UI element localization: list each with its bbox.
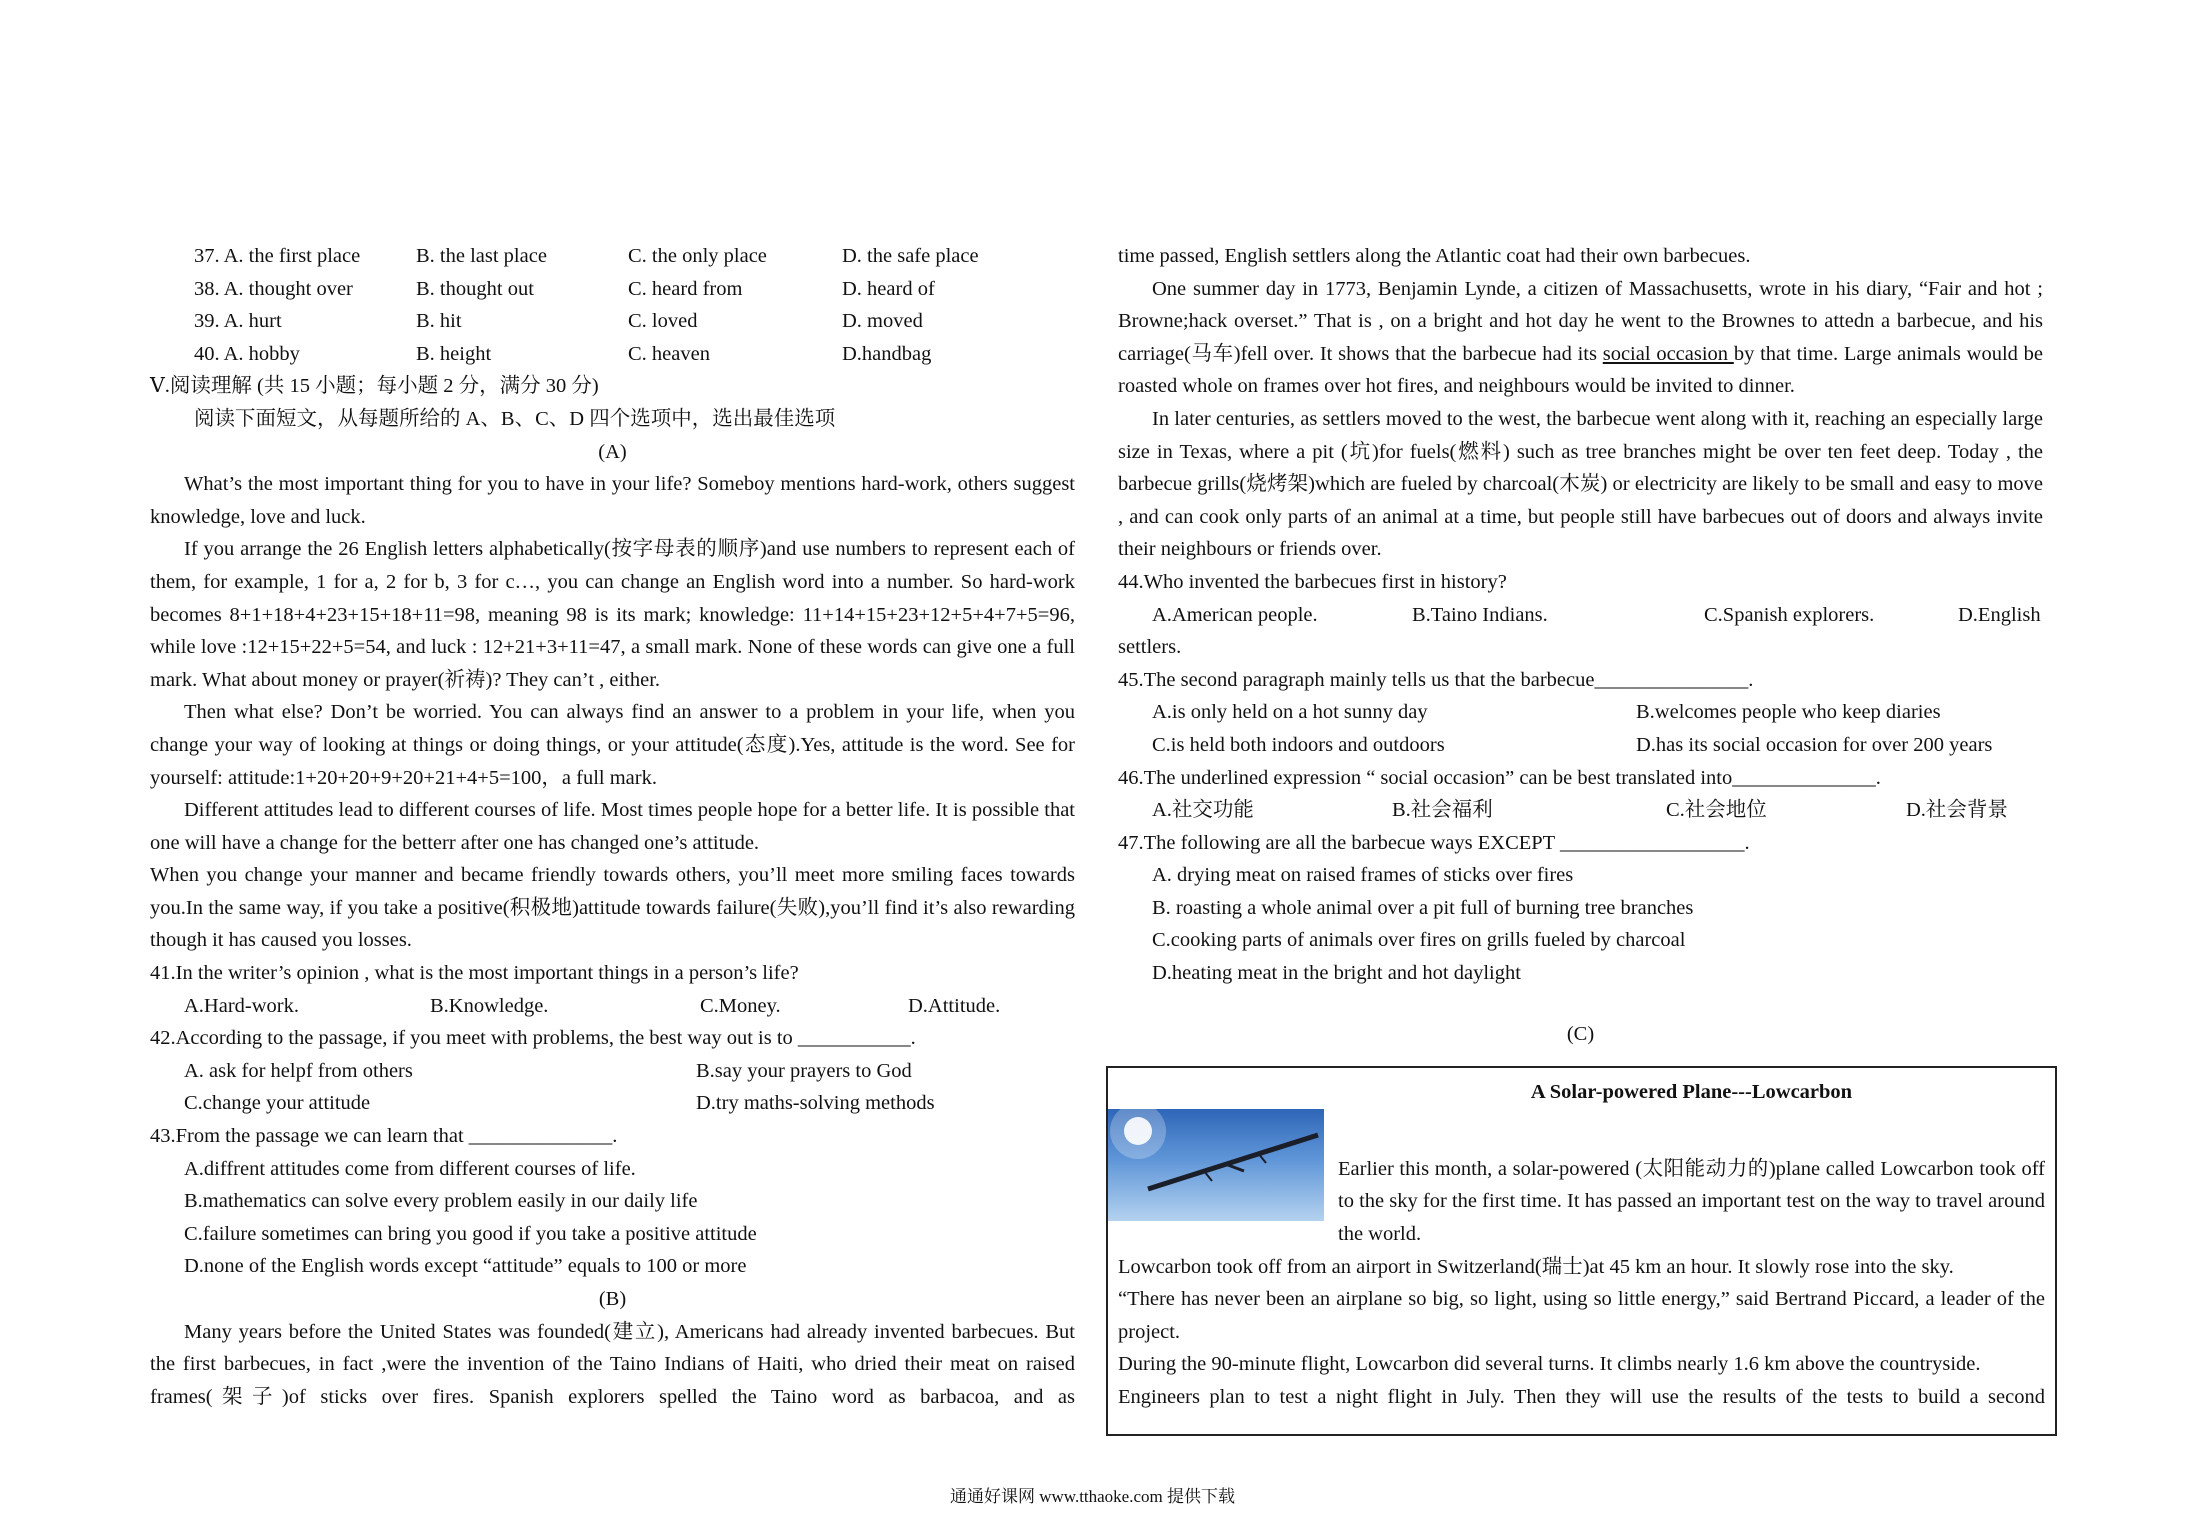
passage-a-paragraph-3: Then what else? Don’t be worried. You can always find an answer to a problem in your life, when you change your way of looking at things or doing things, or your attitude(态度).Yes, attitude is the word. See for yourself: attitude:1+20+20+9+20+21+4+5=100，a full mark. — [150, 701, 1075, 789]
question-42-options-row-2 — [150, 1087, 1075, 1120]
passage-a-label: (A) — [598, 440, 627, 463]
q43-option-c: C.failure sometimes can bring you good if you take a positive attitude — [184, 1222, 757, 1245]
q37-option-a: 37. A. the first place — [194, 245, 361, 267]
passage-c-box — [1106, 1066, 2057, 1436]
passage-b-paragraph-3: In later centuries, as settlers moved to the west, the barbecue went along with it, reaching an especially large size in Texas, where a pit (坑)for fuels(燃料) such as tree branches might be over ten feet deep. Today , the barbecue grills(烧烤架)which are fueled by charcoal(木炭) or electricity are likely to be small and easy to move , and can cook only parts of an animal at a time, but people still have barbecues out of doors and always invite their neighbours or friends over. — [1118, 407, 2043, 561]
q41-option-b: B.Knowledge. — [430, 994, 549, 1017]
q37-option-b: B. the last place — [416, 245, 547, 267]
question-44-continued: settlers. — [1118, 636, 1182, 659]
q43-option-b: B.mathematics can solve every problem easily in our daily life — [184, 1190, 698, 1213]
passage-c-title: A Solar-powered Plane---Lowcarbon — [1530, 1081, 1853, 1104]
q46-option-b: B.社会福利 — [1392, 799, 1493, 822]
passage-a-paragraph-5: When you change your manner and became friendly towards others, you’ll meet more smiling faces towards you.In the same way, if you take a positive(积极地)attitude towards failure(失败),you’ll find it’s also rewarding though it has caused you losses. — [150, 864, 1075, 952]
question-41-stem: 41.In the writer’s opinion , what is the most important things in a person’s life? — [150, 962, 799, 985]
q42-option-a: A. ask for helpf from others — [184, 1059, 413, 1082]
q44-option-b: B.Taino Indians. — [1412, 603, 1548, 626]
passage-c-paragraph-4: During the 90-minute flight, Lowcarbon did several turns. It climbs nearly 1.6 km above the countryside. — [1118, 1353, 1981, 1376]
left-column — [150, 240, 1075, 1413]
passage-c-paragraph-3: “There has never been an airplane so big, so light, using so little energy,” said Bertrand Piccard, a leader of the project. — [1118, 1288, 2045, 1343]
paragraph-2-text-after: by that time. Large animals would be roasted whole on frames over hot fires, and neighbours would be invited to dinner. — [1118, 342, 2044, 398]
question-45-options-row-2 — [1118, 729, 2043, 762]
q47-option-c: C.cooking parts of animals over fires on grills fueled by charcoal — [1152, 929, 1686, 952]
q42-option-b: B.say your prayers to God — [696, 1059, 912, 1082]
passage-c-paragraph-5: Engineers plan to test a night flight in July. Then they will use the results of the tests to build a second — [1118, 1386, 2045, 1408]
question-44-options — [1118, 599, 2043, 632]
passage-b-paragraph-2 — [1118, 273, 2043, 403]
passage-b-label: (B) — [598, 1288, 627, 1310]
question-47-stem: 47.The following are all the barbecue ways EXCEPT __________________. — [1118, 831, 1750, 854]
solar-plane-graphic — [1108, 1109, 1324, 1221]
question-45-stem: 45.The second paragraph mainly tells us that the barbecue_______________. — [1118, 668, 1754, 691]
question-44-stem: 44.Who invented the barbecues first in history? — [1118, 570, 1507, 593]
q37-option-c: C. the only place — [628, 245, 767, 267]
q43-option-d: D.none of the English words except “attitude” equals to 100 or more — [184, 1255, 747, 1278]
q39-option-c: C. loved — [628, 310, 698, 333]
q38-option-a: 38. A. thought over — [194, 277, 353, 300]
question-39 — [150, 305, 1075, 338]
q40-option-d: D.handbag — [842, 342, 932, 365]
q41-option-c: C.Money. — [700, 994, 781, 1017]
passage-c-label: (C) — [1566, 1022, 1595, 1045]
question-43-stem: 43.From the passage we can learn that ______________. — [150, 1125, 618, 1148]
passage-b-paragraph-1-continued: time passed, English settlers along the Atlantic coat had their own barbecues. — [1118, 245, 1751, 267]
q38-option-d: D. heard of — [842, 277, 935, 300]
q42-option-d: D.try maths-solving methods — [696, 1092, 935, 1115]
q45-option-d: D.has its social occasion for over 200 years — [1636, 733, 1993, 756]
q37-option-d: D. the safe place — [842, 245, 979, 267]
q41-option-d: D.Attitude. — [908, 994, 1001, 1017]
q43-option-a: A.diffrent attitudes come from different courses of life. — [184, 1157, 636, 1180]
question-40 — [150, 338, 1075, 371]
q40-option-a: 40. A. hobby — [194, 342, 300, 365]
q47-option-a: A. drying meat on raised frames of sticks over fires — [1152, 864, 1574, 887]
q46-option-a: A.社交功能 — [1152, 799, 1254, 822]
q41-option-a: A.Hard-work. — [184, 994, 299, 1017]
question-38 — [150, 273, 1075, 306]
q47-option-b: B. roasting a whole animal over a pit full of burning tree branches — [1152, 896, 1694, 919]
passage-a-paragraph-1: What’s the most important thing for you to have in your life? Someboy mentions hard-work, others suggest knowledge, love and luck. — [150, 473, 1075, 528]
q44-option-d: D.English — [1958, 603, 2041, 626]
question-46-options — [1118, 794, 2043, 827]
q38-option-b: B. thought out — [416, 277, 534, 300]
q46-option-c: C.社会地位 — [1666, 799, 1767, 822]
question-42-stem: 42.According to the passage, if you meet with problems, the best way out is to ___________. — [150, 1027, 916, 1050]
q40-option-b: B. height — [416, 342, 492, 365]
underlined-expression: social occasion — [1602, 342, 1734, 365]
passage-c-paragraph-2: Lowcarbon took off from an airport in Switzerland(瑞士)at 45 km an hour. It slowly rose into the sky. — [1118, 1255, 1954, 1278]
q45-option-a: A.is only held on a hot sunny day — [1152, 701, 1428, 724]
right-column — [1118, 240, 2043, 1436]
passage-b-paragraph-1: Many years before the United States was founded(建立), Americans had already invented barbecues. But the first barbecues, in fact ,were the invention of the Taino Indians of Haiti, who dried their meat on raised frames(架子)of sticks over fires. Spanish explorers spelled the Taino word as barbacoa, and as — [150, 1320, 1075, 1408]
q45-option-b: B.welcomes people who keep diaries — [1636, 701, 1941, 724]
q45-option-c: C.is held both indoors and outdoors — [1152, 733, 1445, 756]
question-45-options-row-1 — [1118, 696, 2043, 729]
section-instruction: 阅读下面短文，从每题所给的 A、B、C、D 四个选项中，选出最佳选项 — [194, 407, 836, 430]
question-42-options-row-1 — [150, 1055, 1075, 1088]
page-footer: 通通好课网 www.tthaoke.com 提供下载 — [949, 1487, 1236, 1506]
q44-option-c: C.Spanish explorers. — [1704, 603, 1875, 626]
q44-option-a: A.American people. — [1152, 603, 1318, 626]
question-37 — [150, 240, 1075, 273]
question-41-options — [150, 990, 1075, 1023]
question-46-stem: 46.The underlined expression “ social occasion” can be best translated into______________. — [1118, 766, 1881, 789]
passage-c-paragraph-1: Earlier this month, a solar-powered (太阳能动力的)plane called Lowcarbon took off to the sky for the first time. It has passed an important test on the way to travel around the world. — [1338, 1157, 2045, 1246]
paragraph-2-text-before: One summer day in 1773, Benjamin Lynde, a citizen of Massachusetts, wrote in his diary, “Fair and hot ; Browne;hack overset.” That is , on a bright and hot day he went to the Brownes to attedn a barbecue, and his carriage(马车)fell over. It shows that the barbecue had its — [1118, 277, 2043, 365]
passage-a-paragraph-4: Different attitudes lead to different courses of life. Most times people hope for a better life. It is possible that one will have a change for the betterr after one has changed one’s attitude. — [150, 799, 1075, 854]
q40-option-c: C. heaven — [628, 342, 710, 365]
q38-option-c: C. heard from — [628, 277, 743, 300]
q46-option-d: D.社会背景 — [1906, 799, 2008, 822]
q39-option-a: 39. A. hurt — [194, 310, 282, 333]
section-title: Ⅴ.阅读理解 (共 15 小题；每小题 2 分，满分 30 分) — [150, 375, 599, 398]
q39-option-b: B. hit — [416, 310, 462, 333]
q47-option-d: D.heating meat in the bright and hot daylight — [1152, 962, 1521, 985]
passage-a-paragraph-2: If you arrange the 26 English letters alphabetically(按字母表的顺序)and use numbers to represent each of them, for example, 1 for a, 2 for b, 3 for c…, you can change an English word into a number. So hard-work becomes 8+1+18+4+23+15+18+11=98, meaning 98 is its mark; knowledge: 11+14+15+23+12+5+4+7+5=96, while love :12+15+22+5=54, and luck : 12+21+3+11=47, a small mark. None of these words can give one a full mark. What about money or prayer(祈祷)? They can’t , either. — [150, 538, 1075, 691]
q42-option-c: C.change your attitude — [184, 1092, 371, 1115]
solar-plane-image — [1108, 1109, 1324, 1221]
q39-option-d: D. moved — [842, 310, 923, 333]
